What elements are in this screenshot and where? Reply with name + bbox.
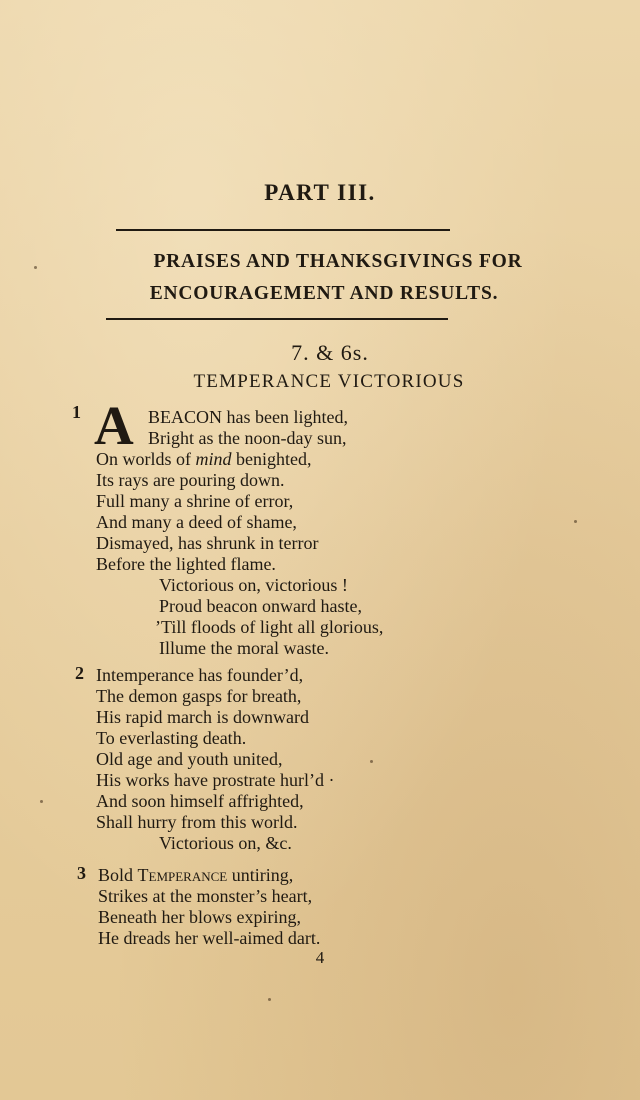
verse-number-3: 3 [77,863,86,883]
verse-number-2: 2 [75,663,84,683]
verse-1-refrain-3: ’Till floods of light all glorious, [155,617,384,637]
verse-1-line-3 [96,449,311,470]
verse-3-line-1-smallcaps: Temperance [137,865,228,885]
section-heading-line-2: ENCOURAGEMENT AND RESULTS. [149,283,499,304]
verse-1-refrain-4: Illume the moral waste. [159,638,329,658]
verse-1-line-8: Before the lighted flame. [96,554,276,574]
verse-2-line-1: Intemperance has founder’d, [96,665,304,685]
verse-3-line-2: Strikes at the monster’s heart, [98,886,313,906]
verse-3-line-3: Beneath her blows expiring, [98,907,301,927]
paper-speck [40,800,43,803]
hymn-meter: 7. & 6s. [291,340,369,365]
verse-1-line-1: BEACON has been lighted, [148,407,348,427]
verse-2-line-6: His works have prostrate hurl’d · [96,770,335,790]
drop-cap: A [94,395,134,456]
verse-1-line-3-part-1: On worlds of [96,449,191,469]
paper-speck [370,760,373,763]
verse-1-line-7: Dismayed, has shrunk in terror [96,533,319,553]
verse-1-refrain-2: Proud beacon onward haste, [159,596,362,616]
verse-number-1: 1 [72,402,81,422]
paper-speck [574,520,577,523]
verse-1-line-3-emphasis: mind [195,449,232,469]
verse-1-line-2: Bright as the noon-day sun, [148,428,347,448]
paper-speck [268,998,271,1001]
verse-2-line-2: The demon gasps for breath, [96,686,302,706]
verse-1-refrain-1: Victorious on, victorious ! [159,575,348,595]
verse-2-line-3: His rapid march is downward [96,707,309,727]
verse-3-line-4: He dreads her well-aimed dart. [98,928,321,948]
part-title: PART III. [264,180,376,205]
verse-3-line-1-part-1: Bold [98,865,134,885]
bottom-rule [106,318,448,320]
verse-2-line-7: And soon himself affrighted, [96,791,304,811]
verse-1-line-5: Full many a shrine of error, [96,491,294,511]
paper-speck [34,266,37,269]
section-heading-line-1: PRAISES AND THANKSGIVINGS FOR [153,251,523,272]
verse-1-line-6: And many a deed of shame, [96,512,297,532]
verse-2-line-4: To everlasting death. [96,728,247,748]
verse-2-line-8: Shall hurry from this world. [96,812,298,832]
verse-2-line-5: Old age and youth united, [96,749,283,769]
verse-1-line-4: Its rays are pouring down. [96,470,285,490]
top-rule [116,229,450,231]
verse-1-line-3-part-3: benighted, [236,449,312,469]
verse-3-line-1 [98,865,293,886]
verse-2-refrain: Victorious on, &c. [159,833,292,853]
verse-3-line-1-part-3: untiring, [231,865,294,885]
hymn-title: TEMPERANCE VICTORIOUS [193,371,465,392]
page-number: 4 [315,948,325,967]
